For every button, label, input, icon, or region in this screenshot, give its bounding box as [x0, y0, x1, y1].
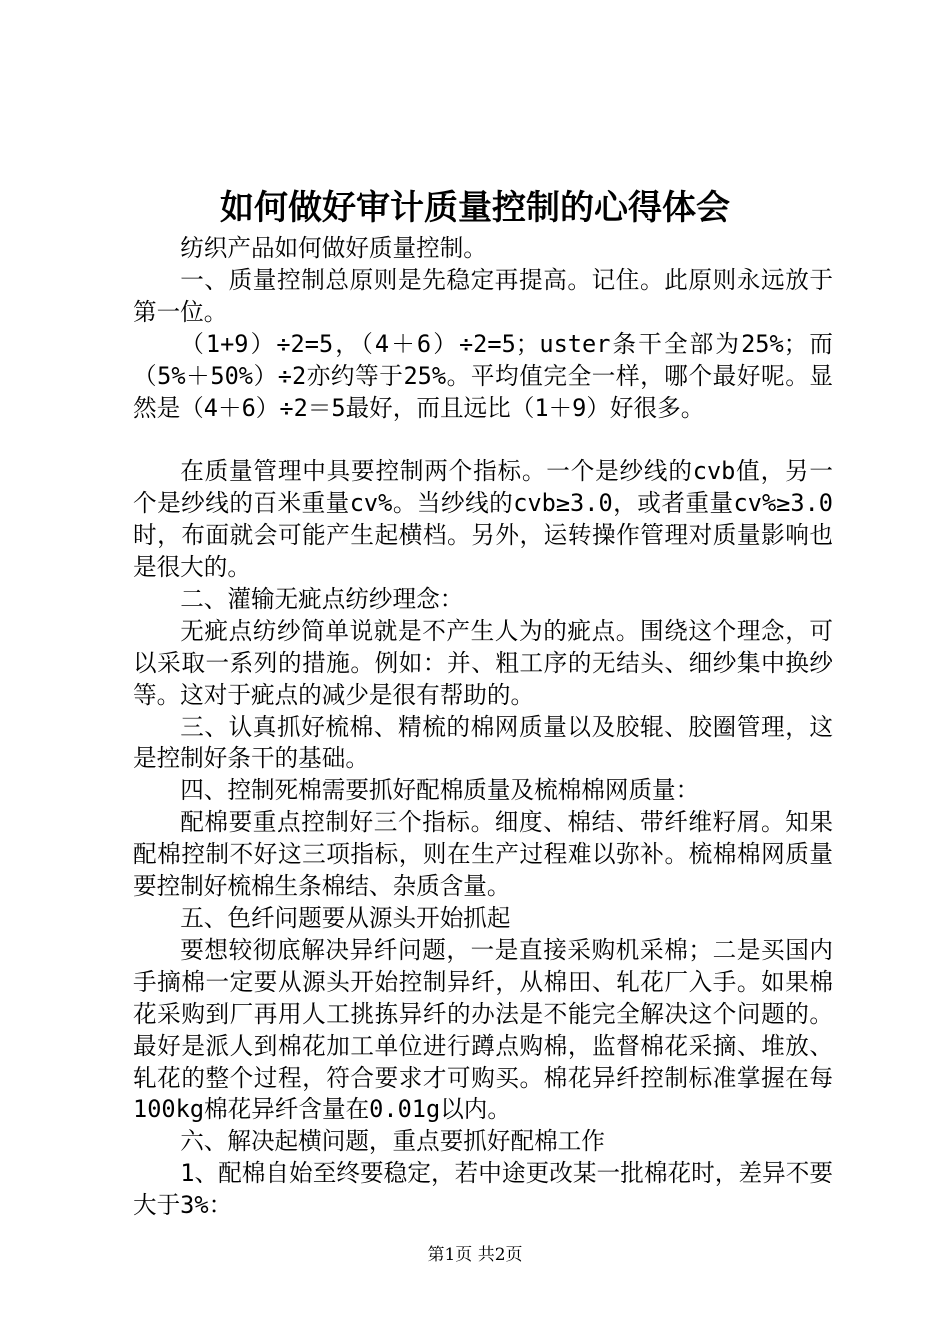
paragraph: 配棉要重点控制好三个指标。细度、棉结、带纤维籽屑。知果配棉控制不好这三项指标，则在生产过程难以弥补。梳棉棉网质量要控制好梳棉生条棉结、杂质含量。 — [133, 808, 833, 901]
paragraph: 1、配棉自始至终要稳定，若中途更改某一批棉花时，差异不要大于3%： — [133, 1159, 833, 1220]
paragraph: 四、控制死棉需要抓好配棉质量及梳棉棉网质量： — [180, 776, 700, 805]
document-body — [133, 233, 833, 1222]
page-footer: 第1页 共2页 — [427, 1245, 523, 1265]
document-title: 如何做好审计质量控制的心得体会 — [220, 188, 730, 228]
paragraph: 五、色纤问题要从源头开始抓起 — [180, 904, 511, 933]
paragraph: 纺织产品如何做好质量控制。 — [180, 234, 487, 262]
paragraph: 三、认真抓好梳棉、精梳的棉网质量以及胶辊、胶圈管理，这是控制好条干的基础。 — [133, 712, 833, 773]
paragraph: 一、质量控制总原则是先稳定再提高。记住。此原则永远放于第一位。 — [133, 265, 833, 326]
paragraph: 在质量管理中具要控制两个指标。一个是纱线的cvb值，另一个是纱线的百米重量cv%。当纱线的cvb≥3.0，或者重量cv%≥3.0时，布面就会可能产生起横档。另外，运转操作管理对质量影响也是很大的。 — [133, 457, 833, 582]
paragraph: 要想较彻底解决异纤问题，一是直接采购机采棉；二是买国内手摘棉一定要从源头开始控制异纤，从棉田、轧花厂入手。如果棉花采购到厂再用人工挑拣异纤的办法是不能完全解决这个问题的。最好是派人到棉花加工单位进行蹲点购棉，监督棉花采摘、堆放、轧花的整个过程，符合要求才可购买。棉花异纤控制标准掌握在每100kg棉花异纤含量在0.01g以内。 — [133, 935, 833, 1124]
paragraph: 二、灌输无疵点纺纱理念： — [180, 584, 464, 613]
paragraph: 六、解决起横问题，重点要抓好配棉工作 — [180, 1127, 605, 1156]
blank-paragraph — [133, 424, 833, 456]
paragraph: （1+9）÷2=5，（4＋6）÷2=5；uster条干全部为25%；而（5%＋50%）÷2亦约等于25%。平均值完全一样，哪个最好呢。显然是（4＋6）÷2＝5最好，而且远比（1＋9）好很多。 — [133, 329, 833, 422]
paragraph: 无疵点纺纱简单说就是不产生人为的疵点。围绕这个理念，可以采取一系列的措施。例如：并、粗工序的无结头、细纱集中换纱等。这对于疵点的减少是很有帮助的。 — [133, 616, 833, 709]
